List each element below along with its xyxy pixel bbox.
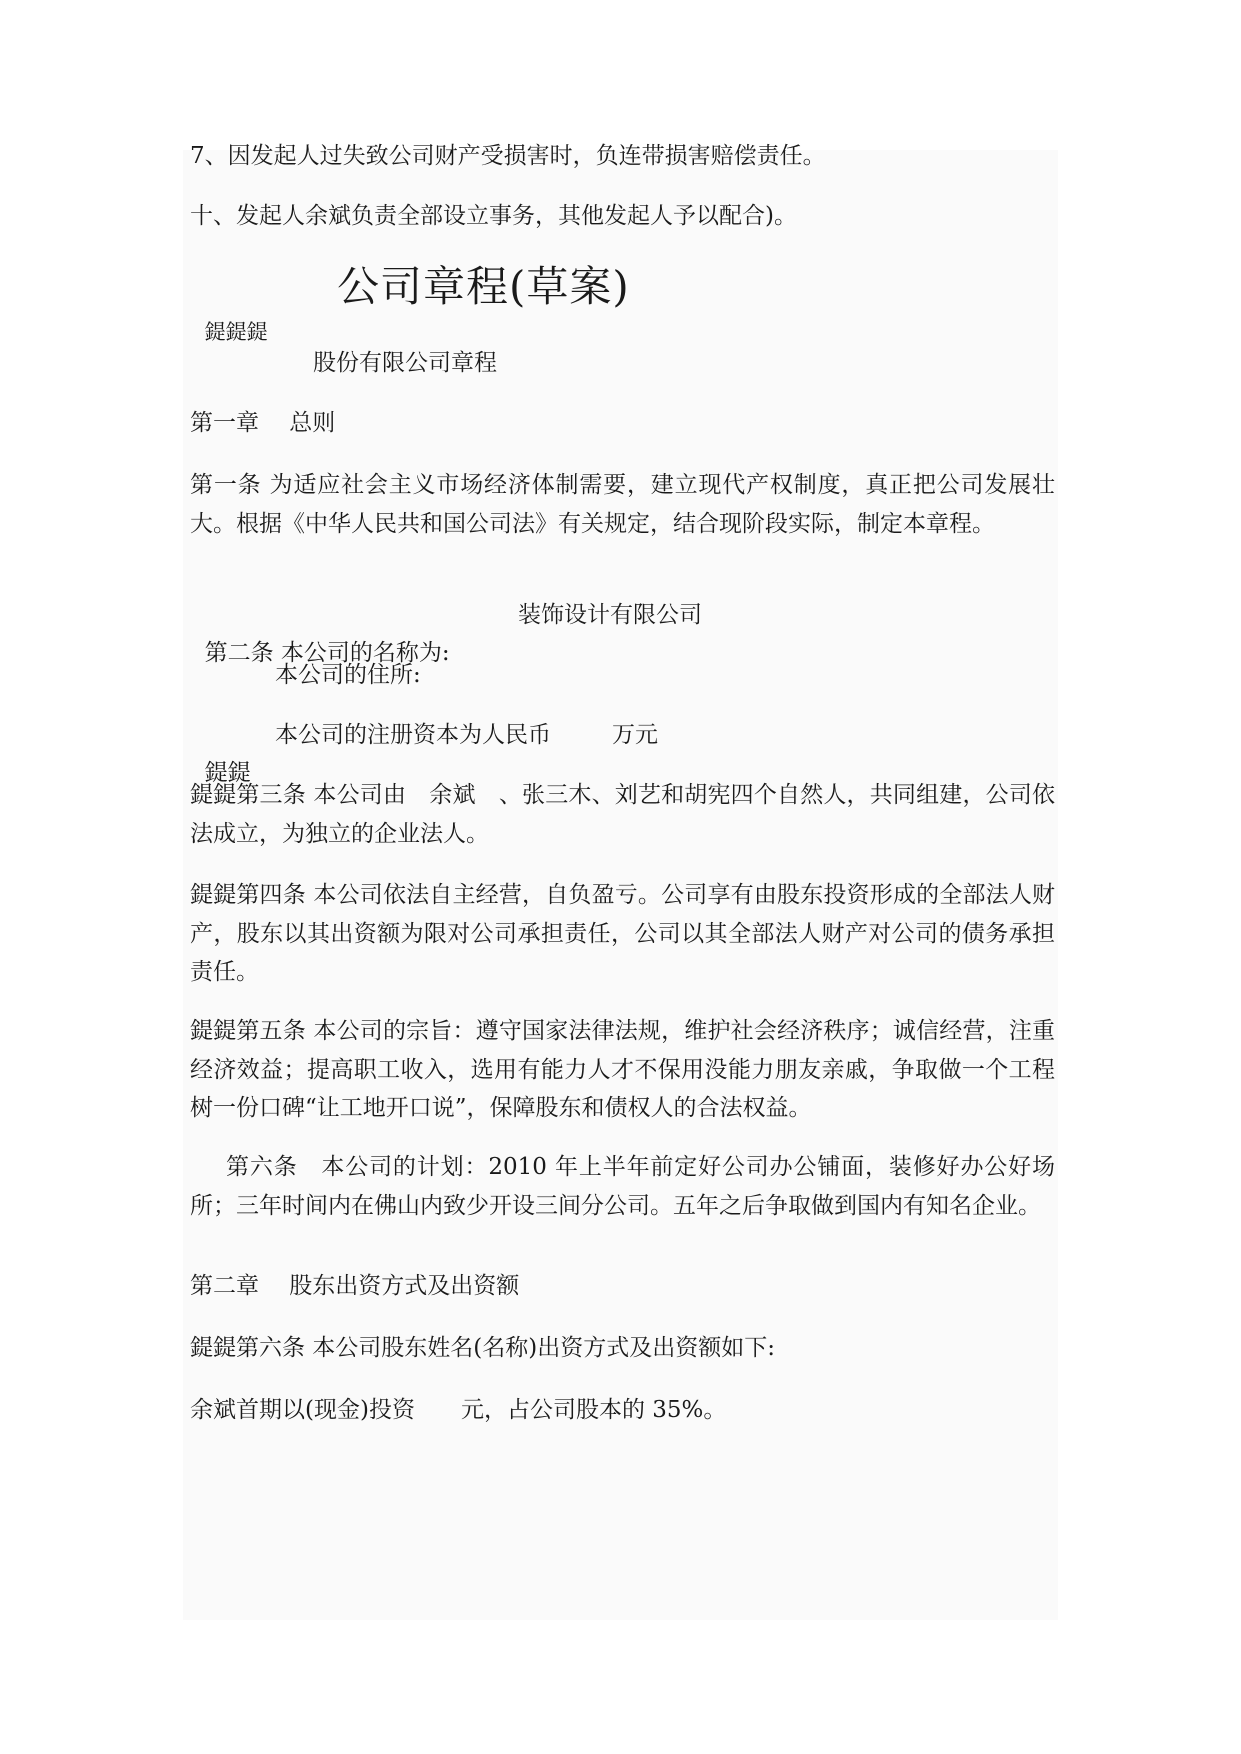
article-3: 鍉鍉第三条 本公司由 余斌 、张三木、刘艺和胡宪四个自然人，共同组建，公司依法成立，为独立的企业法人。	[190, 782, 1055, 847]
text-line-setup-affairs: 十、发起人余斌负责全部设立事务，其他发起人予以配合)。	[190, 203, 797, 229]
article-6-shareholders: 鍉鍉第六条 本公司股东姓名(名称)出资方式及出资额如下:	[190, 1335, 776, 1361]
capital-garbled-prefix: 鍉鍉	[204, 760, 251, 786]
company-address: 本公司的住所:	[275, 662, 421, 688]
article-6-plan: 第六条 本公司的计划：2010 年上半年前定好公司办公铺面，装修好办公好场所；三年时间内在佛山内致少开设三间分公司。五年之后争取做到国内有知名企业。	[190, 1154, 1055, 1219]
capital-unit: 万元	[612, 722, 658, 748]
chapter-1-heading: 第一章 总则	[190, 410, 336, 436]
capital-text: 本公司的注册资本为人民币	[275, 722, 551, 748]
article-1: 第一条 为适应社会主义市场经济体制需要，建立现代产权制度，真正把公司发展壮大。根据《中华人民共和国公司法》有关规定，结合现阶段实际，制定本章程。	[190, 472, 1055, 537]
article-4: 鍉鍉第四条 本公司依法自主经营，自负盈亏。公司享有由股东投资形成的全部法人财产，股东以其出资额为限对公司承担责任，公司以其全部法人财产对公司的债务承担责任。	[190, 882, 1055, 985]
document-title: 公司章程(草案)	[337, 262, 630, 311]
text-line-liability: 7、因发起人过失致公司财产受损害时，负连带损害赔偿责任。	[190, 143, 826, 169]
investment-line: 余斌首期以(现金)投资 元，占公司股本的 35%。	[190, 1397, 727, 1423]
company-name: 装饰设计有限公司	[518, 602, 702, 628]
chapter-2-heading: 第二章 股东出资方式及出资额	[190, 1273, 520, 1299]
article-2-label: 第二条 本公司的名称为:	[204, 640, 450, 666]
document-subtitle: 股份有限公司章程	[313, 350, 497, 376]
article-5: 鍉鍉第五条 本公司的宗旨：遵守国家法律法规，维护社会经济秩序；诚信经营，注重经济效益；提高职工收入，选用有能力人才不保用没能力朋友亲戚，争取做一个工程树一份口碑“让工地开口说”，保障股东和债权人的合法权益。	[190, 1018, 1055, 1121]
title-garbled-prefix: 鍉鍉鍉	[204, 320, 268, 344]
